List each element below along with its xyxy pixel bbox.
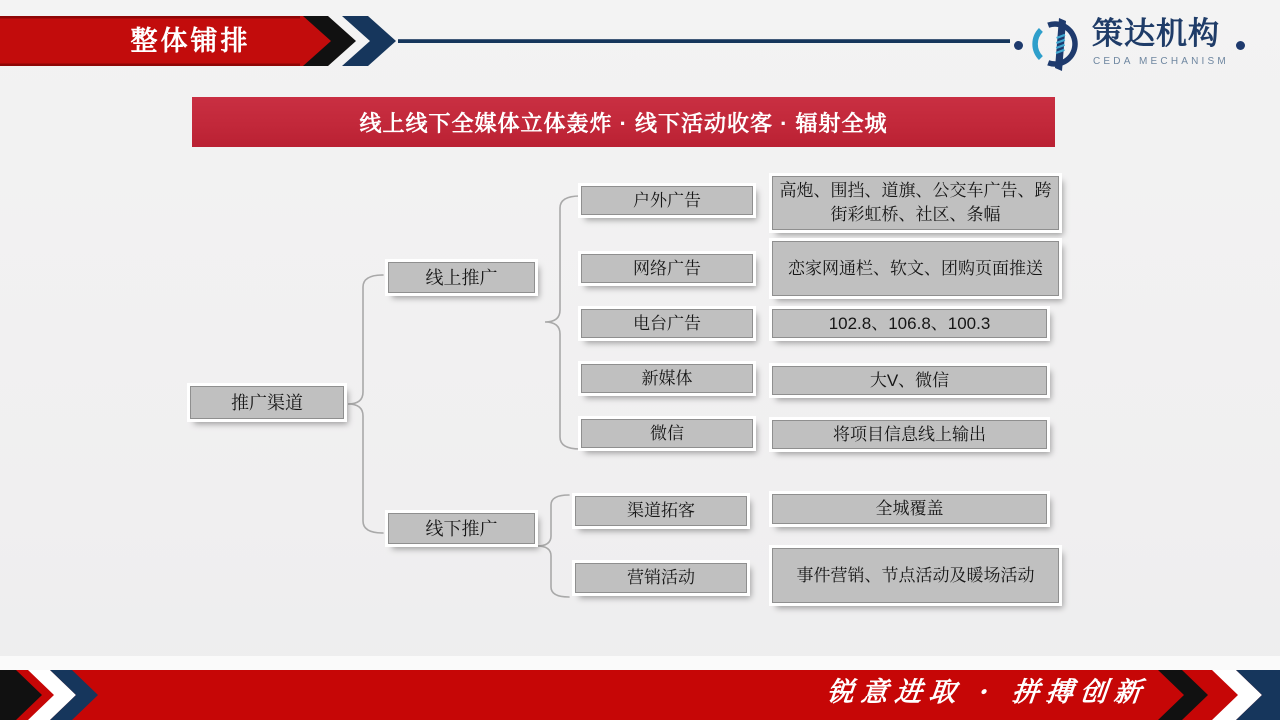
node-label-newmedia: 新媒体: [581, 364, 753, 393]
logo-name: 策达机构: [1092, 16, 1220, 51]
node-desc-radio: 102.8、106.8、100.3: [772, 309, 1047, 338]
page-title: 整体铺排: [130, 26, 251, 56]
logo-subtitle: CEDA MECHANISM: [1093, 56, 1229, 67]
node-branch-online: 线上推广: [388, 262, 535, 293]
node-desc-outdoor: 高炮、围挡、道旗、公交车广告、跨街彩虹桥、社区、条幅: [772, 176, 1059, 230]
logo-right-dot-icon: [1236, 41, 1245, 50]
node-label-radio: 电台广告: [581, 309, 753, 338]
node-label-outdoor: 户外广告: [581, 186, 753, 215]
brace-root-icon: [348, 275, 383, 533]
ceda-logo-icon: [1028, 14, 1086, 76]
node-label-marketing: 营销活动: [575, 563, 747, 593]
node-label-channel: 渠道拓客: [575, 496, 747, 526]
logo-left-dot-icon: [1014, 41, 1023, 50]
node-desc-channel: 全城覆盖: [772, 494, 1047, 524]
header-rule-line: [398, 39, 1010, 43]
section-banner: 线上线下全媒体立体轰炸 · 线下活动收客 · 辐射全城: [192, 97, 1055, 147]
node-desc-network: 恋家网通栏、软文、团购页面推送: [772, 241, 1059, 296]
node-desc-marketing: 事件营销、节点活动及暖场活动: [772, 548, 1059, 603]
node-branch-offline: 线下推广: [388, 513, 535, 544]
node-desc-wechat: 将项目信息线上输出: [772, 420, 1047, 449]
node-label-network: 网络广告: [581, 254, 753, 283]
banner-edge-top: [0, 16, 300, 19]
node-label-wechat: 微信: [581, 419, 753, 448]
banner-edge-bottom: [0, 64, 300, 67]
node-desc-newmedia: 大V、微信: [772, 366, 1047, 395]
brace-online-icon: [545, 196, 580, 449]
footer-slogan: 锐意进取 · 拼搏创新: [825, 677, 1150, 708]
logo: [1008, 12, 1272, 80]
node-root: 推广渠道: [190, 386, 344, 419]
brace-offline-icon: [537, 495, 569, 597]
